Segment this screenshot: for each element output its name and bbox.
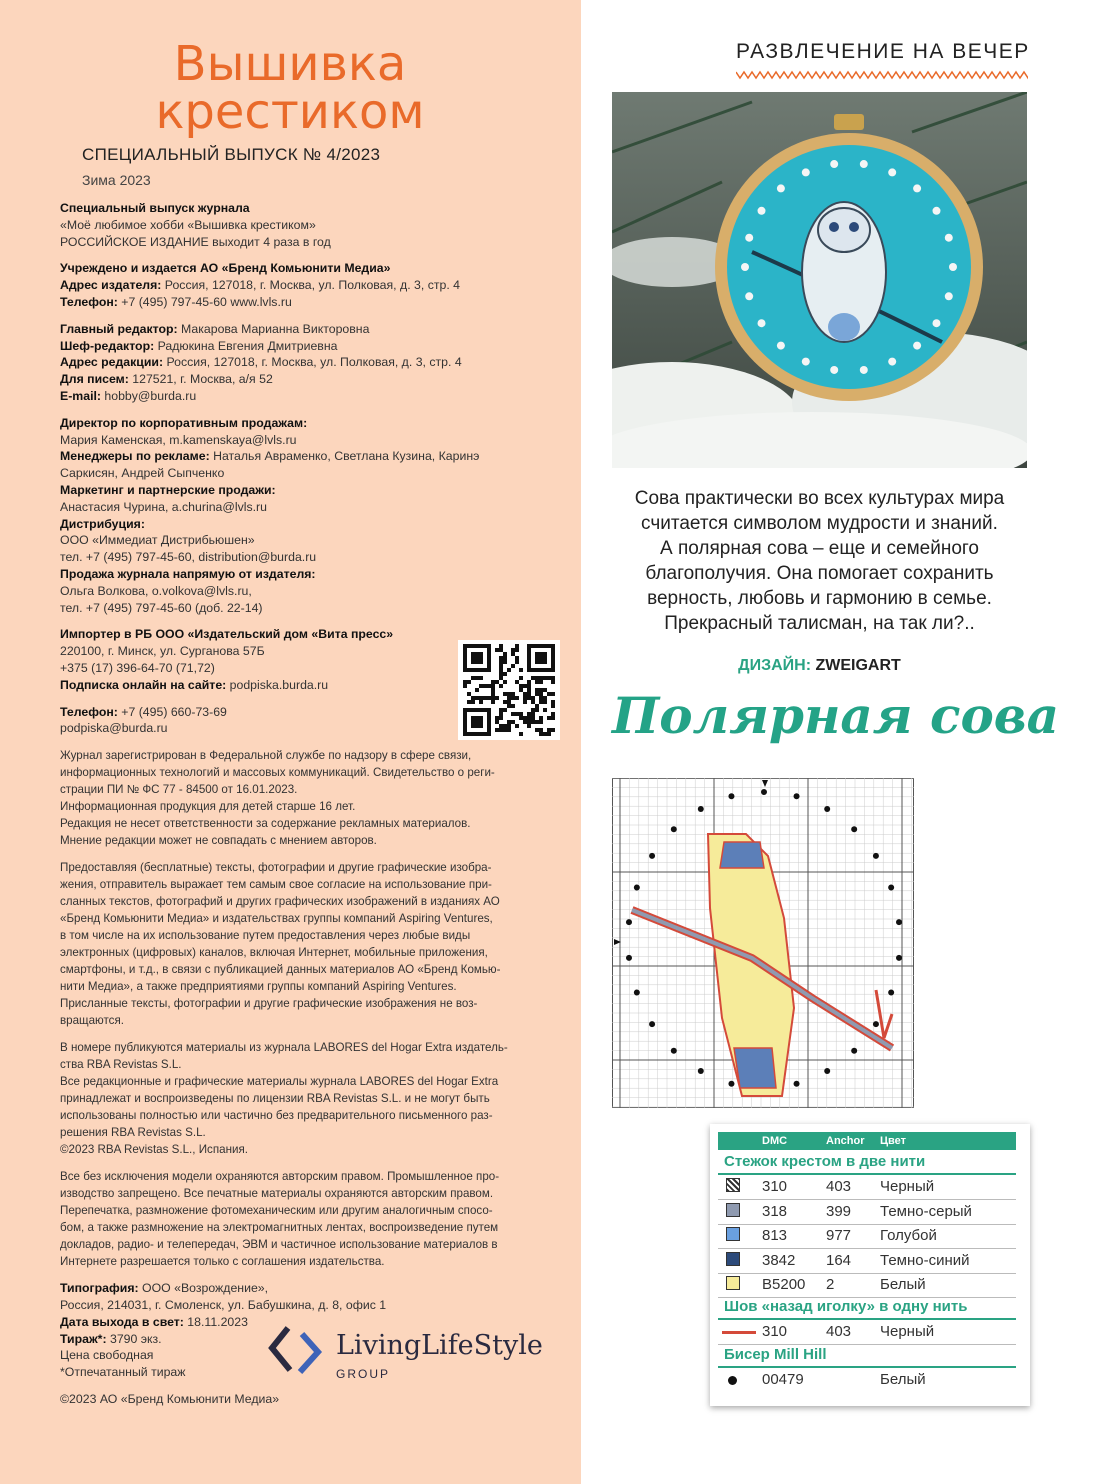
legend-dmc: 813 (762, 1227, 788, 1244)
legend-dmc: 3842 (762, 1251, 796, 1269)
legend-color: Темно-синий (880, 1251, 970, 1269)
livinglifestyle-logo-icon (268, 1322, 324, 1378)
legal-license-line: использованы полностью или частично без предварительного письменного раз- (60, 1109, 493, 1123)
legal-copyright-line: бом, а также размножение на электромагнитных лентах, воспроизведение путем (60, 1221, 499, 1235)
description-line: верность, любовь и гармонию в семье. (647, 588, 992, 609)
legal-license-line: ства RBA Revistas S.L. (60, 1058, 182, 1072)
legal-copyright-line: Перепечатка, размножение фотомеханическим или другим аналогичным спосо- (60, 1204, 493, 1218)
legal-submissions-line: сланных текстов, фотографий и других графических изображений в изданиях АО (60, 895, 500, 909)
legal-submissions-line: нити Медиа», а также предприятиями группы компаний Aspiring Ventures. (60, 980, 457, 994)
legal-registration-line: Информационная продукция для детей старше 16 лет. (60, 800, 356, 814)
imprint-block-4: Директор по корпоративным продажам: Мария Каменская, m.kamenskaya@lvls.ru Менеджеры по рекламе: Наталья Авраменко, Светлана Кузина, Каринэ Саркисян, Андрей Сыпченко Маркетинг и партнерские продажи: Анастасия Чурина, a.churina@lvls.ru Дистрибуция: ООО «Иммедиат Дистрибьюшен» тел. +7 (495) 797-45-60, distribution@burda.ru Продажа журнала напрямую от издателя: Ольга Волкова, o.volkova@lvls.ru, тел. +7 (495) 797-45-60 (доб. 22-14) (60, 415, 480, 615)
legend-color: Темно-серый (880, 1202, 972, 1220)
legal-submissions-line: вращаются. (60, 1014, 124, 1028)
issue-season: Зима 2023 (82, 172, 151, 188)
legend-dmc: 318 (762, 1202, 788, 1220)
description-line: Сова практически во всех культурах мира (634, 488, 1005, 509)
legal-copyright-line: докладов, радио- и телепередач, ЭВМ и частичное использование материалов в (60, 1238, 498, 1252)
legal-copyright-line: Интернете разрешается только с соглашения издательства. (60, 1255, 385, 1269)
legal-submissions-line: Предоставляя (бесплатные) тексты, фотографии и другие графические изобра- (60, 861, 492, 875)
imprint-block-2: Учреждено и издается АО «Бренд Комьюнити Медиа» Адрес издателя: Россия, 127018, г. Москва, ул. Полковая, д. 3, стр. 4 Телефон: +7 (495) 797-45-60 www.lvls.ru (60, 261, 460, 309)
backstitch-line-icon (722, 1331, 756, 1334)
imprint-block-1: Специальный выпуск журнала «Моё любимое хобби «Вышивка крестиком» РОССИЙСКОЕ ИЗДАНИЕ выходит 4 раза в год (60, 201, 331, 249)
bead-icon (728, 1376, 737, 1385)
cross-stitch-chart (612, 778, 914, 1108)
publisher-logo (268, 1322, 558, 1388)
blue-symbol-icon (726, 1227, 740, 1241)
copyright: ©2023 АО «Бренд Комьюнити Медиа» (60, 1392, 280, 1406)
issue-number: СПЕЦИАЛЬНЫЙ ВЫПУСК № 4/2023 (82, 145, 381, 164)
magazine-title-line1: Вышивка (173, 36, 407, 92)
legal-registration-line: страции ПИ № ФС 77 - 84500 от 16.01.2023. (60, 783, 298, 797)
legend-row (718, 1249, 1016, 1274)
description-line: считается символом мудрости и знаний. (641, 513, 998, 534)
white-symbol-icon (726, 1276, 740, 1290)
description-line: Прекрасный талисман, на так ли?.. (664, 613, 975, 634)
legal-license-line: решения RBA Revistas S.L. (60, 1126, 206, 1140)
legal-copyright-line: Все без исключения модели охраняются авторским правом. Промышленное про- (60, 1170, 500, 1184)
dark-blue-symbol-icon (726, 1252, 740, 1266)
legend-dmc: B5200 (762, 1276, 806, 1293)
legal-license-line: Все редакционные и графические материалы журнала LABORES del Hogar Extra (60, 1075, 499, 1089)
logo-group: GROUP (336, 1367, 391, 1381)
magazine-title (140, 36, 440, 140)
legal-license-line: В номере публикуются материалы из журнала LABORES del Hogar Extra издатель- (60, 1041, 508, 1055)
description-line: А полярная сова – еще и семейного (660, 538, 979, 559)
dark-gray-symbol-icon (726, 1203, 740, 1217)
imprint-block-6: Телефон: +7 (495) 660-73-69 podpiska@burda.ru (60, 704, 227, 736)
legend-anchor: 399 (826, 1202, 852, 1220)
legal-copyright (60, 1168, 540, 1270)
qr-code[interactable] (458, 640, 560, 740)
legal-submissions-line: «Бренд Комьюнити Медиа» и издательствах группы компаний Aspiring Ventures, (60, 912, 493, 926)
legend-anchor: 164 (826, 1251, 852, 1269)
legal-registration-line: Журнал зарегистрирован в Федеральной службе по надзору в сфере связи, (60, 749, 472, 763)
cross-stitch-section: Стежок крестом в две нити (724, 1153, 926, 1170)
design-credit: ДИЗАЙН: ZWEIGART (738, 657, 901, 674)
legal-registration-line: Редакция не несет ответственности за содержание рекламных материалов. (60, 817, 471, 831)
legal-registration-line: информационных технологий и массовых коммуникаций. Свидетельство о реги- (60, 766, 495, 780)
imprint-block-3: Главный редактор: Макарова Марианна Викторовна Шеф-редактор: Радюкина Евгения Дмитриевна Адрес редакции: Россия, 127018, г. Москва, ул. Полковая, д. 3, стр. 4 Для писем: 127521, г. Москва, а/я 52 E-mail: hobby@burda.ru (60, 321, 462, 403)
legend-row (718, 1175, 1016, 1200)
legal-submissions-line: электронных (цифровых) каналов, включая Интернет, мобильные приложения, (60, 946, 488, 960)
color-key-header: DMC Anchor Цвет (718, 1132, 1016, 1150)
legend-row: 310 403 Черный (718, 1320, 1016, 1345)
legend-anchor: 977 (826, 1227, 852, 1244)
legend-color: Белый (880, 1276, 926, 1293)
legal-copyright-line: изводство запрещено. Все печатные материалы охраняются авторским правом. (60, 1187, 494, 1201)
legend-anchor: 403 (826, 1178, 852, 1195)
magazine-title-line2: крестиком (155, 84, 425, 140)
legend-anchor: 2 (826, 1276, 835, 1293)
zigzag-divider (736, 70, 1028, 80)
legal-registration (60, 747, 540, 849)
legend-row: 00479 Белый (718, 1368, 1016, 1392)
legend-row (718, 1273, 1016, 1298)
pattern-title: Полярная сова (612, 686, 1060, 745)
black-symbol-icon (726, 1178, 740, 1192)
legal-submissions (60, 859, 540, 1029)
logo-name: LivingLifeStyle (336, 1330, 543, 1361)
legal-submissions-line: Присланные тексты, фотографии и другие графические изображения не воз- (60, 997, 478, 1011)
legend-color: Голубой (880, 1227, 937, 1244)
color-key-table (710, 1124, 1030, 1406)
legal-submissions-line: жения, отправитель выражает тем самым свое согласие на использование при- (60, 878, 492, 892)
section-title: РАЗВЛЕЧЕНИЕ НА ВЕЧЕР (736, 40, 1030, 63)
legal-license (60, 1039, 540, 1158)
pattern-description (612, 486, 1027, 636)
legal-registration-line: Мнение редакции может не совпадать с мнением авторов. (60, 834, 377, 848)
owl-embroidery-photo (612, 92, 1027, 468)
legal-submissions-line: в том числе на их использование путем предоставления через любые виды (60, 929, 471, 943)
legend-row (718, 1200, 1016, 1225)
imprint-block-5: Импортер в РБ ООО «Издательский дом «Вита пресс» 220100, г. Минск, ул. Сурганова 57Б +375 (17) 396-64-70 (71,72) Подписка онлайн на сайте: podpiska.burda.ru (60, 627, 394, 692)
backstitch-section: Шов «назад иголку» в одну нить (724, 1298, 968, 1315)
beads-section: Бисер Mill Hill (724, 1346, 827, 1363)
legal-license-line: принадлежат и воспроизведены по лицензии RBA Revistas S.L. и не могут быть (60, 1092, 490, 1106)
legal-license-line: ©2023 RBA Revistas S.L., Испания. (60, 1143, 248, 1157)
imprint-block-7: Типография: ООО «Возрождение», Россия, 214031, г. Смоленск, ул. Бабушкина, д. 8, офис 1 Дата выхода в свет: 18.11.2023 Тираж*: 3790 экз. Цена свободная *Отпечатанный тираж (60, 1281, 387, 1380)
legend-dmc: 310 (762, 1178, 788, 1195)
description-line: благополучия. Она помогает сохранить (645, 563, 994, 584)
legend-row (718, 1224, 1016, 1249)
imprint-text (60, 200, 540, 1391)
legal-submissions-line: смартфоны, и т.д., в связи с публикацией данных материалов АО «Бренд Комью- (60, 963, 501, 977)
legal-notices (60, 747, 540, 1270)
legend-color: Черный (880, 1178, 935, 1195)
